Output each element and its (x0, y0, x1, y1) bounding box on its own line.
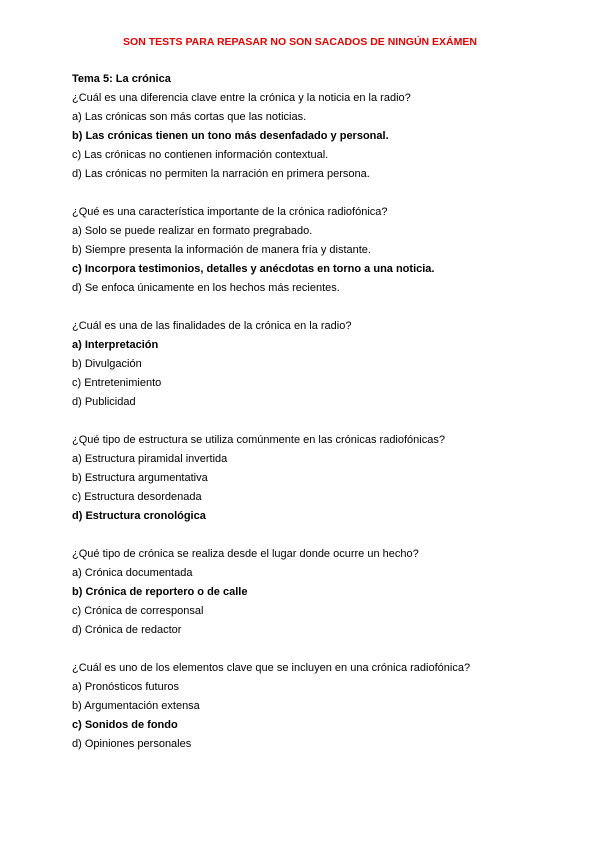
question-block (72, 203, 542, 298)
question-text: ¿Cuál es una diferencia clave entre la crónica y la noticia en la radio? (72, 92, 411, 104)
topic-title: Tema 5: La crónica (72, 73, 171, 85)
answer-option-correct: d) Estructura cronológica (72, 510, 206, 522)
question-text: ¿Qué es una característica importante de la crónica radiofónica? (72, 206, 388, 218)
answer-option: b) Divulgación (72, 358, 142, 370)
question-block (72, 89, 542, 184)
answer-option: d) Publicidad (72, 396, 136, 408)
answer-option-correct: b) Crónica de reportero o de calle (72, 586, 248, 598)
answer-option: d) Las crónicas no permiten la narración en primera persona. (72, 168, 370, 180)
question-block (72, 545, 542, 640)
answer-option: c) Crónica de corresponsal (72, 605, 204, 617)
page-header-warning: SON TESTS PARA REPASAR NO SON SACADOS DE NINGÚN EXÁMEN (123, 36, 477, 48)
answer-option: c) Entretenimiento (72, 377, 162, 389)
answer-option: d) Crónica de redactor (72, 624, 182, 636)
question-text: ¿Cuál es una de las finalidades de la crónica en la radio? (72, 320, 352, 332)
question-text: ¿Qué tipo de crónica se realiza desde el lugar donde ocurre un hecho? (72, 548, 419, 560)
question-text: ¿Qué tipo de estructura se utiliza comúnmente en las crónicas radiofónicas? (72, 434, 445, 446)
answer-option: c) Las crónicas no contienen información contextual. (72, 149, 329, 161)
answer-option: d) Se enfoca únicamente en los hechos más recientes. (72, 282, 340, 294)
answer-option: b) Argumentación extensa (72, 700, 200, 712)
answer-option-correct: c) Sonidos de fondo (72, 719, 178, 731)
answer-option: a) Estructura piramidal invertida (72, 453, 228, 465)
question-text: ¿Cuál es uno de los elementos clave que se incluyen en una crónica radiofónica? (72, 662, 471, 674)
answer-option-correct: c) Incorpora testimonios, detalles y anécdotas en torno a una noticia. (72, 263, 435, 275)
answer-option: b) Siempre presenta la información de manera fría y distante. (72, 244, 371, 256)
answer-option: a) Pronósticos futuros (72, 681, 179, 693)
answer-option: a) Las crónicas son más cortas que las noticias. (72, 111, 307, 123)
question-block (72, 659, 542, 754)
answer-option: b) Estructura argumentativa (72, 472, 208, 484)
answer-option: c) Estructura desordenada (72, 491, 202, 503)
answer-option-correct: a) Interpretación (72, 339, 159, 351)
answer-option-correct: b) Las crónicas tienen un tono más desenfadado y personal. (72, 130, 389, 142)
question-block (72, 431, 542, 526)
answer-option: a) Solo se puede realizar en formato pregrabado. (72, 225, 313, 237)
answer-option: a) Crónica documentada (72, 567, 193, 579)
answer-option: d) Opiniones personales (72, 738, 192, 750)
question-block (72, 317, 542, 412)
questions-list (72, 89, 542, 754)
document-content (72, 70, 542, 773)
